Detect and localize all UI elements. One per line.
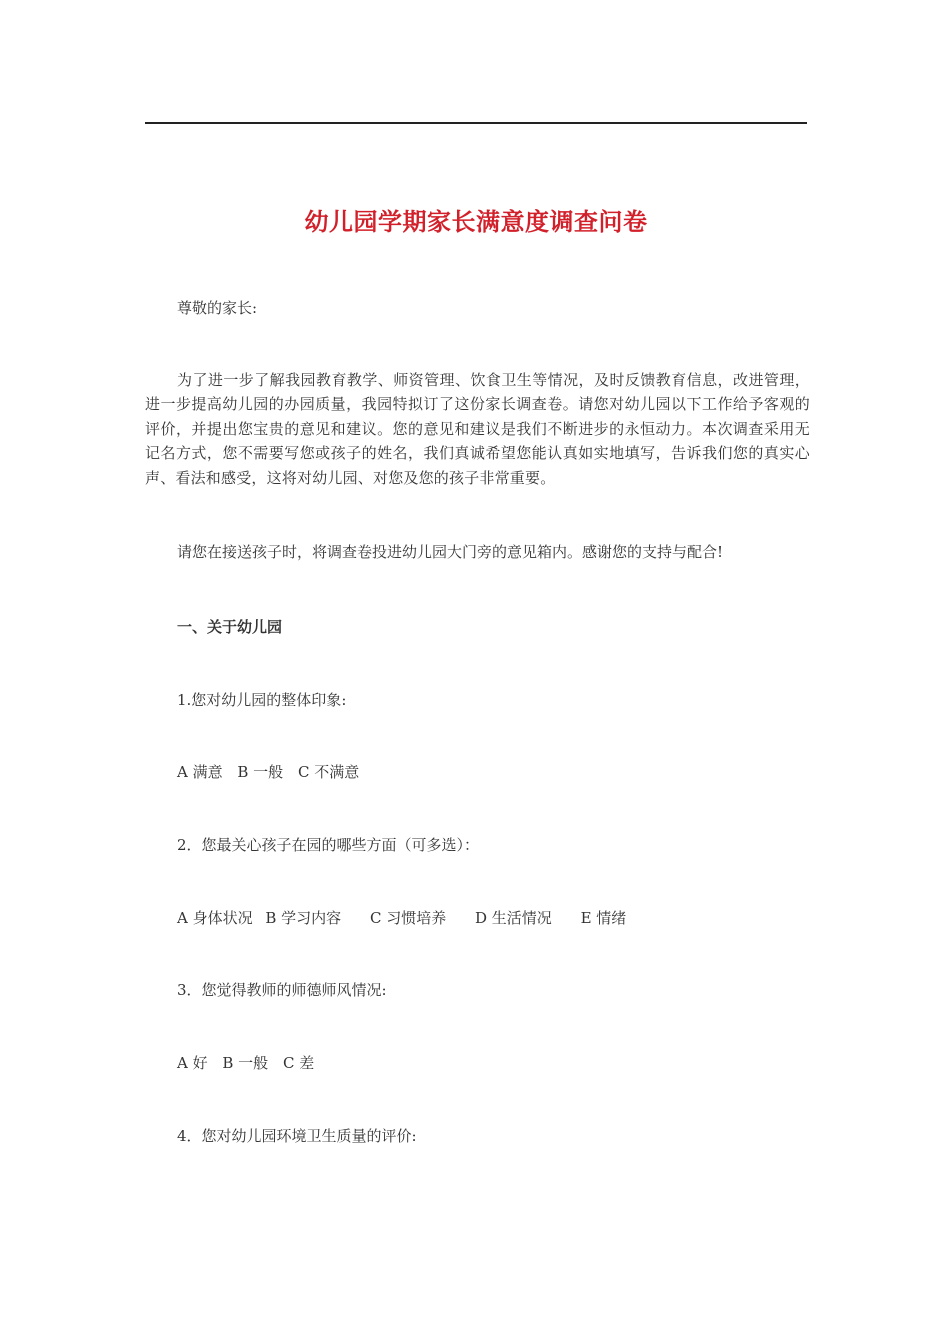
intro-paragraph: 为了进一步了解我园教育教学、师资管理、饮食卫生等情况，及时反馈教育信息，改进管理，进一步提高幼儿园的办园质量，我园特拟订了这份家长调查卷。请您对幼儿园以下工作给予客观的评价，并提出您宝贵的意见和建议。您的意见和建议是我们不断进步的永恒动力。本次调查采用无记名方式，您不需要写您或孩子的姓名，我们真诚希望您能认真如实地填写，告诉我们您的真实心声、看法和感受，这将对幼儿园、对您及您的孩子非常重要。 xyxy=(145,371,810,487)
instruction-text: 请您在接送孩子时，将调查卷投进幼儿园大门旁的意见箱内。感谢您的支持与配合! xyxy=(177,543,724,561)
option-a[interactable]: A 满意 xyxy=(177,763,223,781)
option-e[interactable]: E 情绪 xyxy=(580,909,627,927)
question-3-text: 3．您觉得教师的师德师风情况: xyxy=(177,981,387,999)
question-2-text: 2．您最关心孩子在园的哪些方面（可多选）： xyxy=(177,836,480,854)
option-c[interactable]: C 不满意 xyxy=(297,763,360,781)
question-3-options xyxy=(177,1052,314,1074)
greeting: 尊敬的家长: xyxy=(177,299,258,317)
option-a[interactable]: A 好 xyxy=(177,1054,208,1072)
option-d[interactable]: D 生活情况 xyxy=(475,909,552,927)
option-a[interactable]: A 身体状况 xyxy=(177,909,253,927)
document-title: 幼儿园学期家长满意度调查问卷 xyxy=(304,208,648,236)
question-4-text: 4．您对幼儿园环境卫生质量的评价: xyxy=(177,1127,417,1145)
option-c[interactable]: C 差 xyxy=(282,1054,315,1072)
header-rule xyxy=(145,122,807,124)
question-1-options xyxy=(177,761,359,783)
option-b[interactable]: B 学习内容 xyxy=(265,909,342,927)
option-c[interactable]: C 习惯培养 xyxy=(369,909,447,927)
section-title-kindergarten: 一、关于幼儿园 xyxy=(177,618,283,636)
question-1-text: 1.您对幼儿园的整体印象: xyxy=(177,691,347,709)
option-b[interactable]: B 一般 xyxy=(237,763,284,781)
option-b[interactable]: B 一般 xyxy=(222,1054,269,1072)
question-2-options xyxy=(177,907,626,929)
